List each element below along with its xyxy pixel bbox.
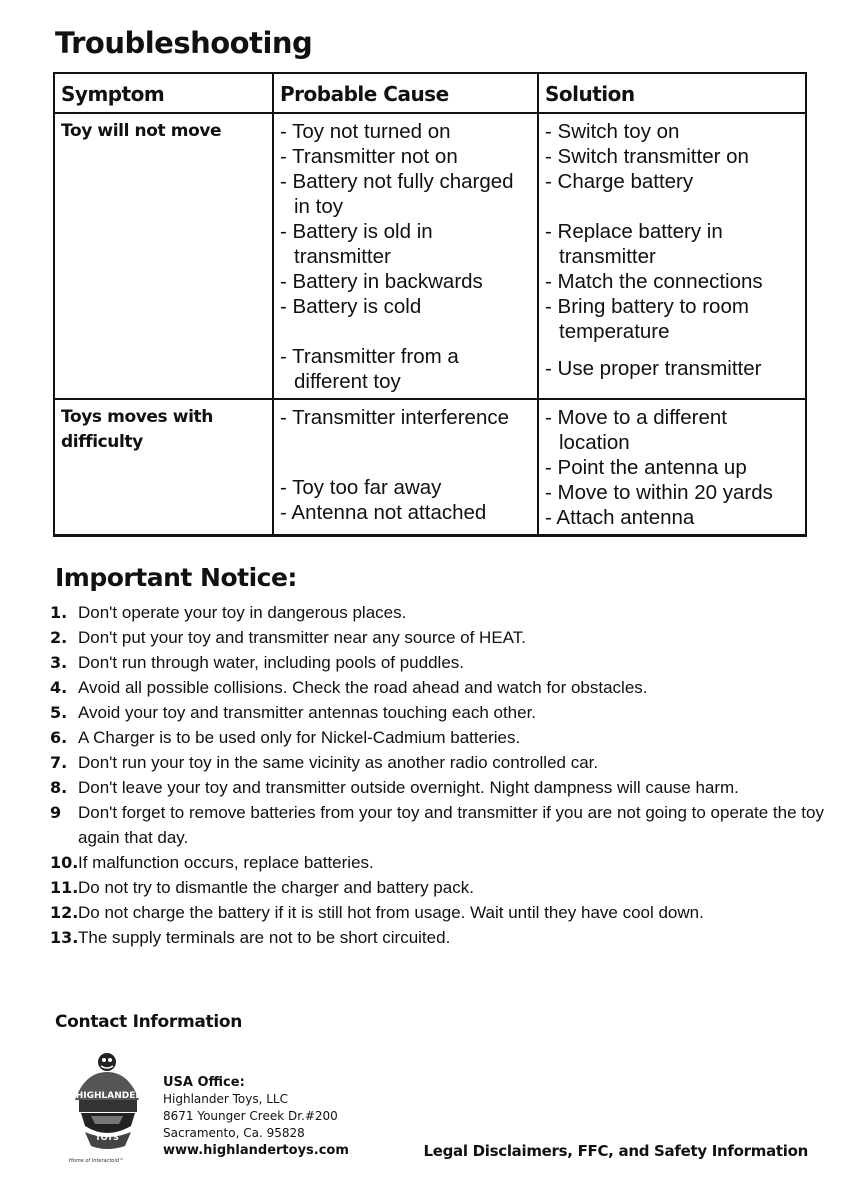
table-row (54, 399, 806, 536)
legal-disclaimer-link[interactable]: Legal Disclaimers, FFC, and Safety Information (423, 1142, 808, 1160)
address-line-1: 8671 Younger Creek Dr.#200 (163, 1109, 338, 1123)
office-address (163, 1074, 349, 1159)
solution-cell (538, 399, 806, 536)
notice-item-text: If malfunction occurs, replace batteries. (78, 853, 374, 872)
notice-item-text: Avoid all possible collisions. Check the road ahead and watch for obstacles. (78, 678, 648, 697)
notice-item-number: 12. (50, 903, 79, 922)
notice-item (50, 700, 830, 725)
notice-item-text: Avoid your toy and transmitter antennas touching each other. (78, 703, 537, 722)
solution-item: - Attach antenna (545, 506, 695, 529)
notice-item-text: Do not charge the battery if it is still hot from usage. Wait until they have cool down. (78, 903, 704, 922)
solution-item: - Use proper transmitter (545, 357, 762, 380)
notice-item (50, 775, 830, 800)
notice-item-text: Don't run your toy in the same vicinity as another radio controlled car. (78, 753, 599, 772)
solution-item: - Match the connections (545, 270, 763, 293)
solution-item: - Point the antenna up (545, 456, 747, 479)
contact-title: Contact Information (55, 1012, 243, 1032)
solution-item: - Replace battery in transmitter (545, 220, 723, 268)
solution-item: - Move to a different location (545, 406, 727, 454)
cause-item: - Battery is old in transmitter (280, 220, 433, 268)
notice-item-text: Don't operate your toy in dangerous places. (78, 603, 407, 622)
cause-item: - Battery is cold (280, 295, 422, 318)
notice-item (50, 925, 830, 950)
office-title: USA Office: (163, 1075, 245, 1090)
notice-item-number: 11. (50, 878, 79, 897)
logo-brand-text: HIGHLANDER (75, 1091, 143, 1101)
solution-item: - Move to within 20 yards (545, 481, 773, 504)
notice-item (50, 750, 830, 775)
notice-item-text: Do not try to dismantle the charger and battery pack. (78, 878, 474, 897)
notice-item (50, 600, 830, 625)
troubleshooting-table (53, 72, 807, 537)
notice-item-number: 2. (50, 628, 68, 647)
logo-tagline: Home of Interactoid™ (69, 1158, 124, 1164)
cause-cell (273, 399, 538, 536)
notice-item-number: 4. (50, 678, 68, 697)
notice-item (50, 875, 830, 900)
header-symptom: Symptom (54, 73, 273, 113)
notice-item-number: 1. (50, 603, 68, 622)
company-name: Highlander Toys, LLC (163, 1092, 288, 1106)
page-title: Troubleshooting (55, 26, 313, 60)
cause-item: - Transmitter not on (280, 145, 458, 168)
website-link[interactable]: www.highlandertoys.com (163, 1143, 349, 1158)
cause-item: - Antenna not attached (280, 501, 487, 524)
symptom-cell: Toys moves with difficulty (54, 399, 273, 536)
solution-item: - Switch transmitter on (545, 145, 749, 168)
header-probable-cause: Probable Cause (273, 73, 538, 113)
cause-item: - Battery not fully charged in toy (280, 170, 514, 218)
cause-item: - Transmitter from a different toy (280, 345, 459, 393)
notice-item-number: 13. (50, 928, 79, 947)
notice-item-text: Don't run through water, including pools of puddles. (78, 653, 464, 672)
solution-item: - Switch toy on (545, 120, 680, 143)
highlander-toys-logo (65, 1050, 155, 1165)
solution-item: - Charge battery (545, 170, 694, 193)
notice-item-number: 7. (50, 753, 68, 772)
logo-sub-text: TOYS (95, 1133, 119, 1142)
notice-item-number: 9 (50, 803, 62, 822)
notice-item-number: 8. (50, 778, 68, 797)
notice-item (50, 850, 830, 875)
notice-item (50, 800, 830, 850)
notice-item (50, 625, 830, 650)
cause-item: - Toy too far away (280, 476, 442, 499)
notice-item-number: 3. (50, 653, 68, 672)
notice-item-text: Don't forget to remove batteries from your toy and transmitter if you are not going to operate the toy again that day. (78, 803, 824, 847)
notice-item (50, 650, 830, 675)
cause-item: - Toy not turned on (280, 120, 451, 143)
notice-item-text: A Charger is to be used only for Nickel-Cadmium batteries. (78, 728, 521, 747)
table-header-row (54, 73, 806, 113)
notice-item-text: Don't leave your toy and transmitter outside overnight. Night dampness will cause harm. (78, 778, 739, 797)
symptom-cell: Toy will not move (54, 113, 273, 399)
solution-cell (538, 113, 806, 399)
notice-item (50, 900, 830, 925)
notice-item (50, 675, 830, 700)
table-row (54, 113, 806, 399)
notice-item-text: The supply terminals are not to be short circuited. (78, 928, 451, 947)
header-solution: Solution (538, 73, 806, 113)
address-line-2: Sacramento, Ca. 95828 (163, 1126, 305, 1140)
notice-title: Important Notice: (55, 563, 297, 592)
notice-item (50, 725, 830, 750)
notice-item-number: 10. (50, 853, 79, 872)
solution-item: - Bring battery to room temperature (545, 295, 749, 343)
cause-cell (273, 113, 538, 399)
notice-item-text: Don't put your toy and transmitter near any source of HEAT. (78, 628, 526, 647)
cause-item: - Battery in backwards (280, 270, 483, 293)
notice-item-number: 6. (50, 728, 68, 747)
notice-list (50, 600, 830, 950)
notice-item-number: 5. (50, 703, 68, 722)
cause-item: - Transmitter interference (280, 406, 509, 429)
